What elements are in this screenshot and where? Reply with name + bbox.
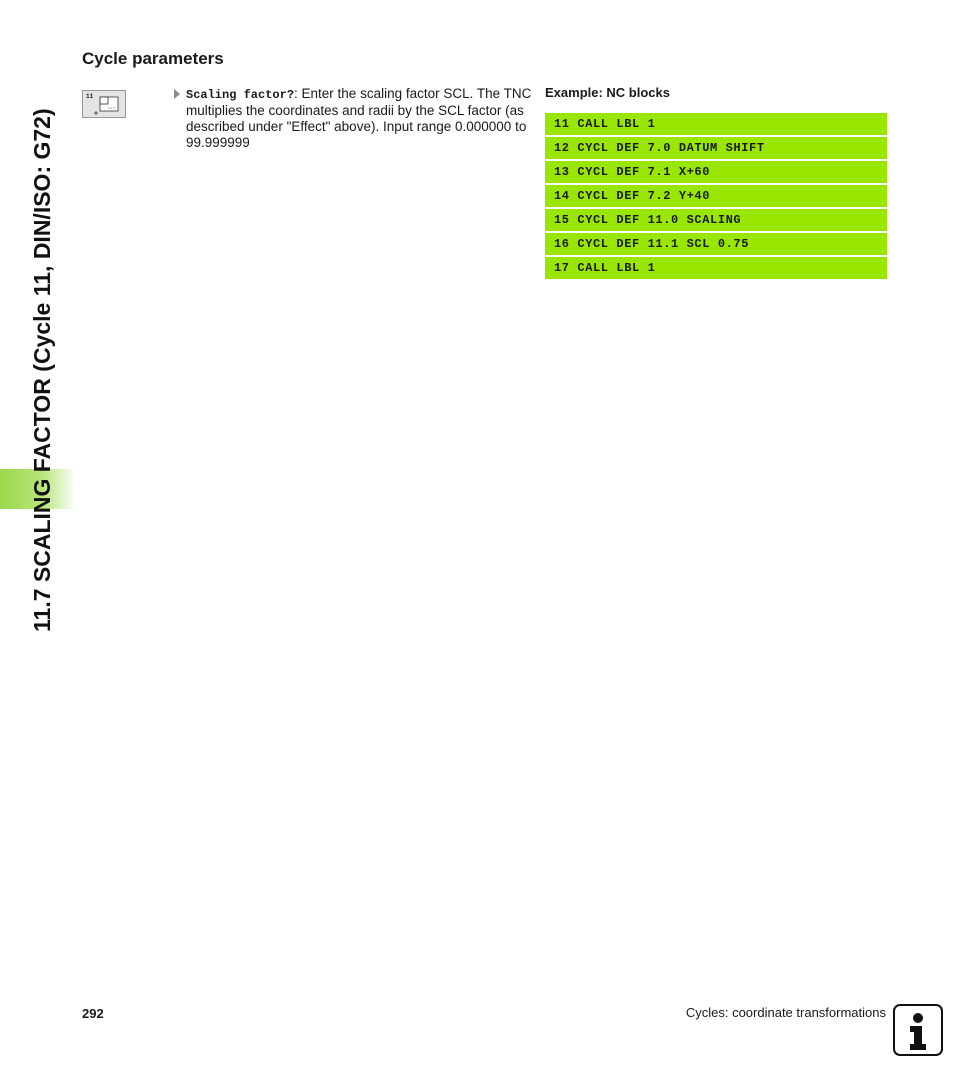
scaling-diagram-icon <box>83 91 127 119</box>
bullet-arrow-icon <box>174 89 180 99</box>
nc-block: 11 CALL LBL 1 <box>545 113 887 135</box>
parameter-description <box>172 86 532 151</box>
parameter-paragraph <box>186 86 532 151</box>
example-title: Example: NC blocks <box>545 85 670 100</box>
nc-block: 12 CYCL DEF 7.0 DATUM SHIFT <box>545 137 887 159</box>
scaling-softkey-icon <box>82 90 126 118</box>
nc-block: 15 CYCL DEF 11.0 SCALING <box>545 209 887 231</box>
info-glyph-icon <box>895 1006 941 1054</box>
parameter-text: : Enter the scaling factor SCL. The TNC multiplies the coordinates and radii by the SCL factor (as described under "Effect" above). Input range 0.000000 to 99.999999 <box>186 86 532 150</box>
softkey-number: 11 <box>86 93 94 100</box>
nc-block: 13 CYCL DEF 7.1 X+60 <box>545 161 887 183</box>
parameter-keyword: Scaling factor? <box>186 88 295 102</box>
section-heading: Cycle parameters <box>82 49 224 68</box>
nc-block: 14 CYCL DEF 7.2 Y+40 <box>545 185 887 207</box>
footer-chapter: Cycles: coordinate transformations <box>685 1005 886 1020</box>
nc-block: 16 CYCL DEF 11.1 SCL 0.75 <box>545 233 887 255</box>
nc-block: 17 CALL LBL 1 <box>545 257 887 279</box>
nc-block-list <box>545 113 887 281</box>
side-title-text: 11.7 SCALING FACTOR (Cycle 11, DIN/ISO: G72) <box>29 108 55 632</box>
info-icon <box>893 1004 943 1056</box>
side-chapter-title <box>20 52 64 632</box>
page-number: 292 <box>82 1006 104 1021</box>
